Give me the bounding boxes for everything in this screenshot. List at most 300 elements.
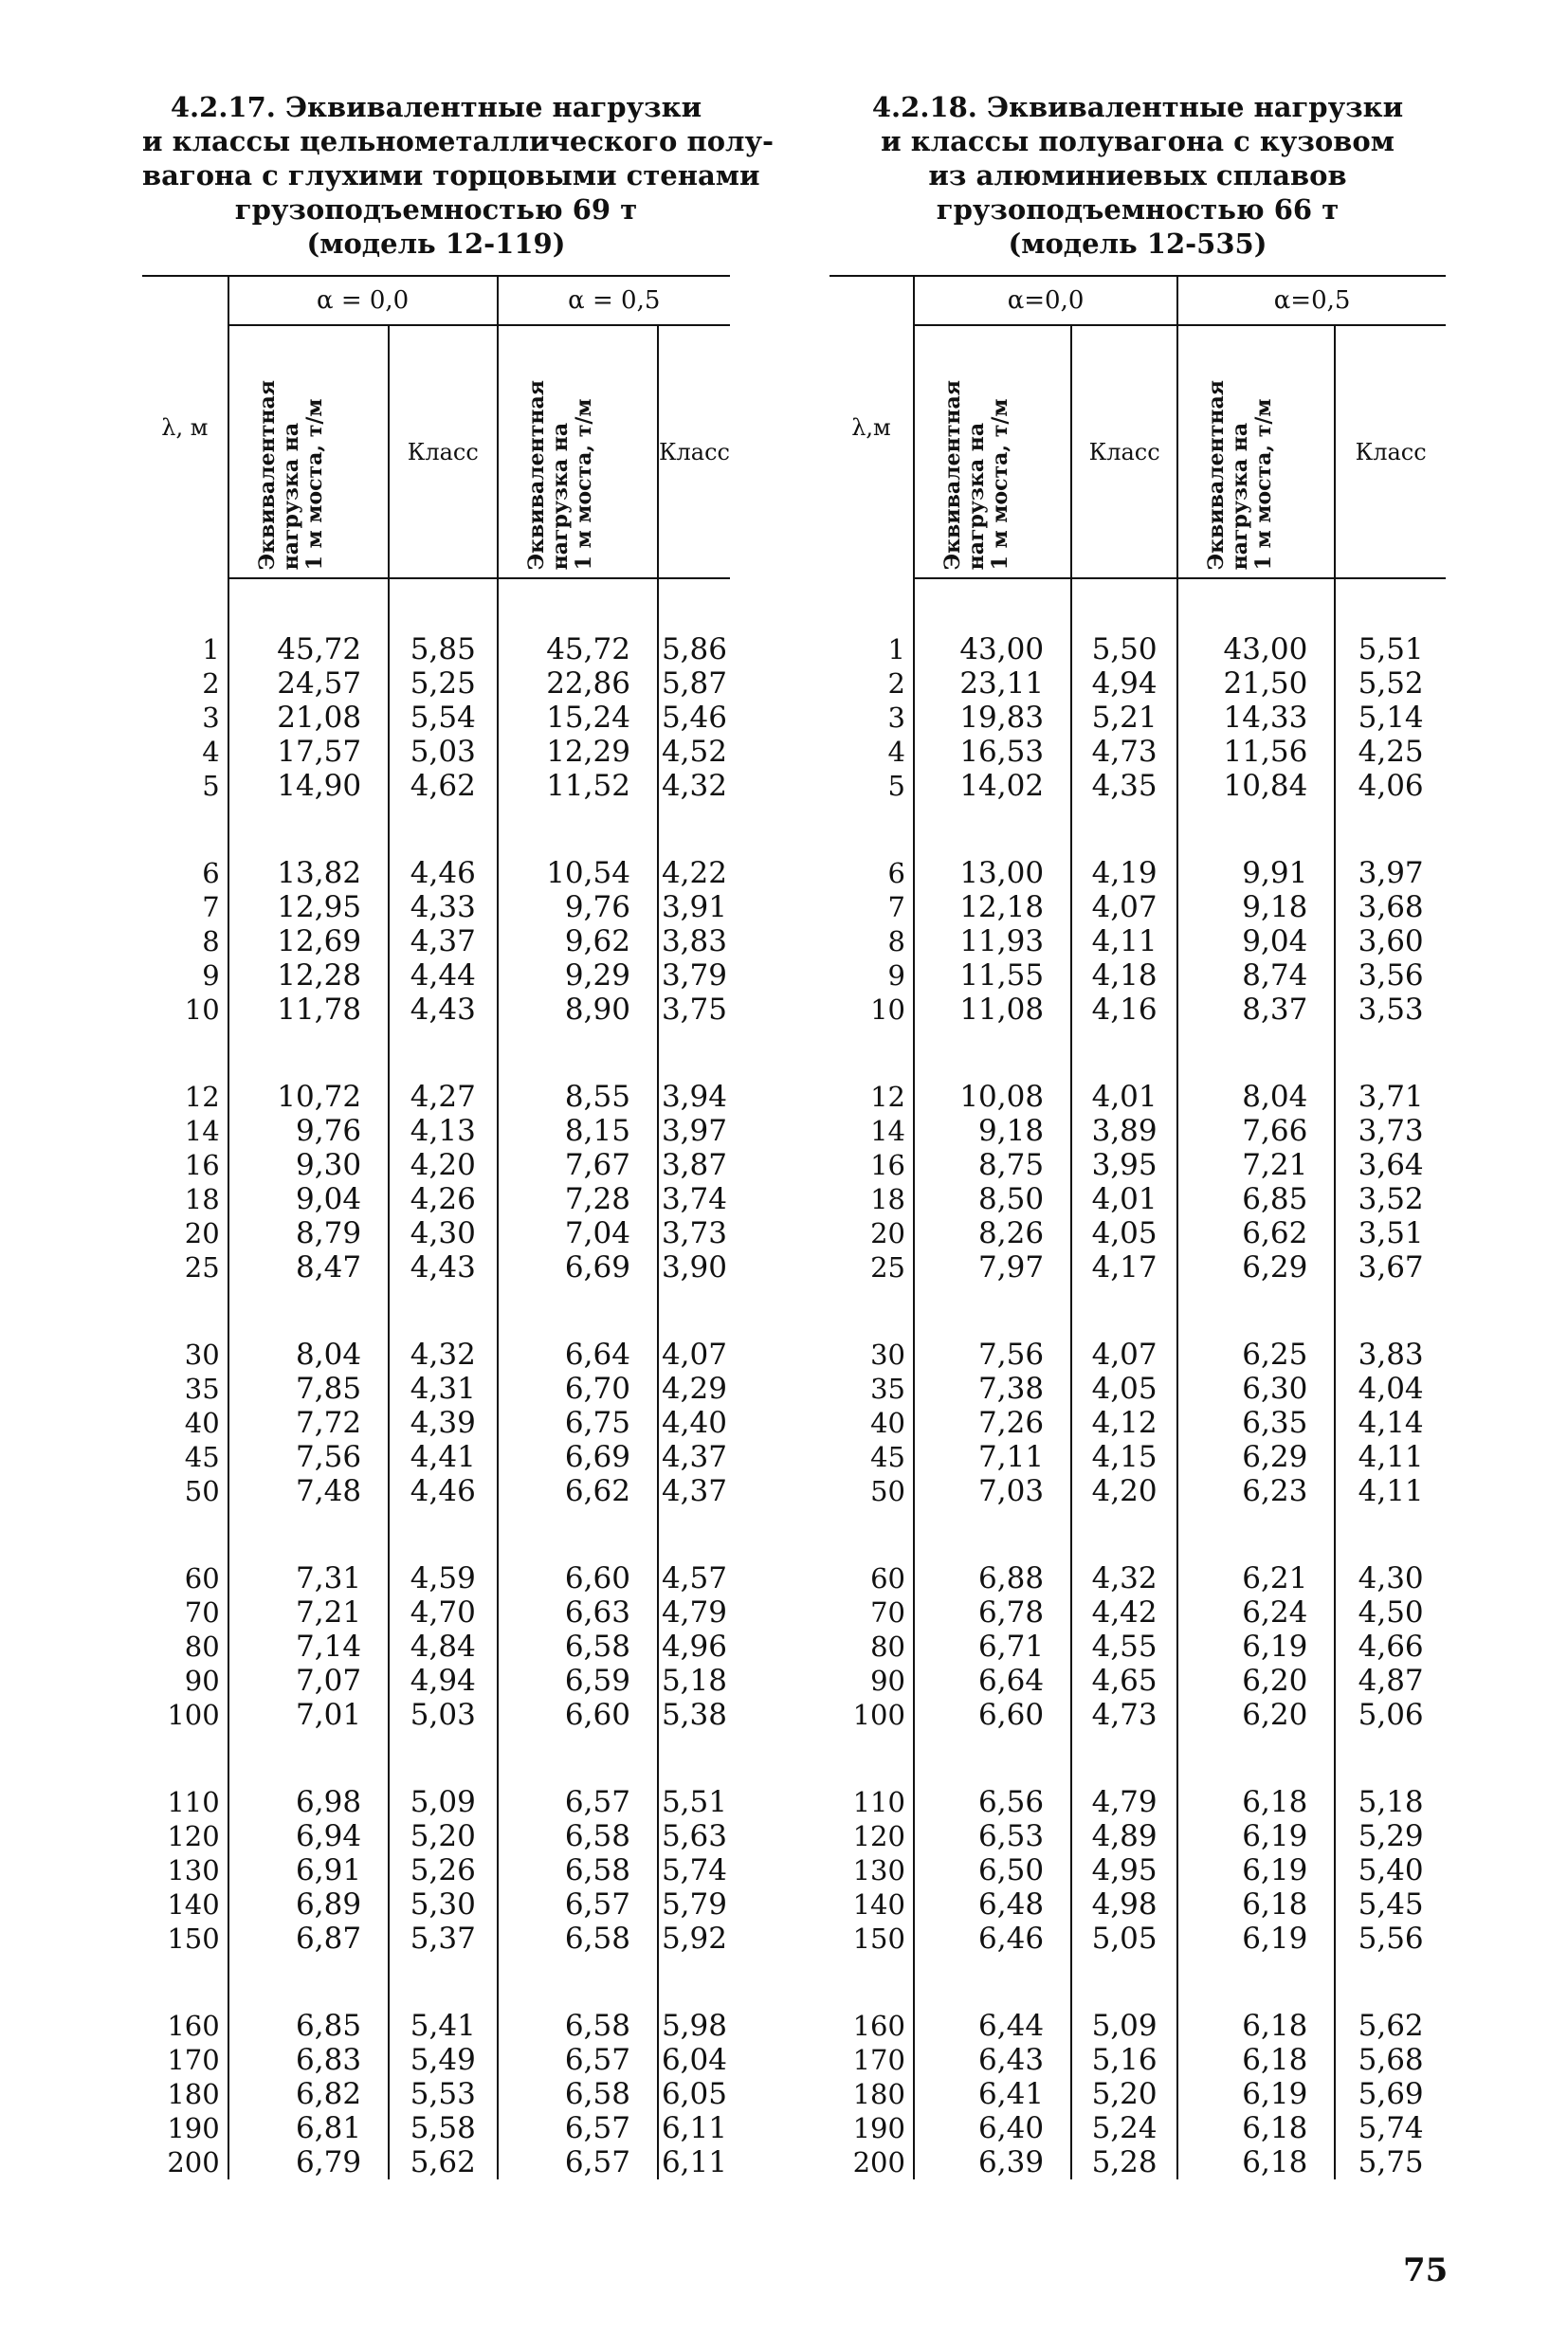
table-row <box>830 632 1446 666</box>
load-a0-cell: 9,30 <box>228 1148 389 1182</box>
class-a05-cell: 5,06 <box>1358 1698 1424 1732</box>
class-a0-cell: 4,17 <box>1071 1250 1177 1285</box>
lambda-cell: 5 <box>830 769 914 803</box>
table-row <box>830 735 1446 769</box>
load-a05-cell: 6,19 <box>1177 2077 1335 2111</box>
class-a0-cell: 5,85 <box>389 632 498 666</box>
load-a0-cell: 7,48 <box>228 1474 389 1508</box>
lambda-header: λ,м <box>830 276 914 578</box>
table-row <box>830 701 1446 735</box>
load-a05-cell: 6,35 <box>1177 1406 1335 1440</box>
lambda-cell: 10 <box>830 993 914 1027</box>
table-row <box>142 1853 730 1887</box>
class-a05-cell: 4,32 <box>661 769 727 803</box>
load-a0-cell: 7,72 <box>228 1406 389 1440</box>
load-a05-cell: 6,60 <box>498 1561 658 1595</box>
table-row <box>830 1216 1446 1250</box>
load-a0-cell: 7,11 <box>914 1440 1071 1474</box>
load-a0-cell: 6,98 <box>228 1785 389 1819</box>
load-a0-cell: 7,38 <box>914 1372 1071 1406</box>
lambda-cell: 35 <box>142 1372 228 1406</box>
lambda-cell: 5 <box>142 769 228 803</box>
load-header-line: 1 м моста, т/м <box>301 398 327 570</box>
left-data-table <box>142 275 730 2179</box>
load-a0-cell: 8,50 <box>914 1182 1071 1216</box>
class-a05-cell: 5,69 <box>1358 2077 1424 2111</box>
class-a05-cell: 6,05 <box>661 2077 727 2111</box>
load-a0-cell: 11,08 <box>914 993 1071 1027</box>
lambda-cell: 170 <box>142 2043 228 2077</box>
table-row <box>142 1698 730 1732</box>
table-row <box>830 1785 1446 1819</box>
table-row <box>830 1338 1446 1372</box>
class-a0-cell: 3,89 <box>1071 1114 1177 1148</box>
class-a05-cell: 5,86 <box>661 632 727 666</box>
class-a0-cell: 5,30 <box>389 1887 498 1922</box>
load-a05-cell: 6,19 <box>1177 1853 1335 1887</box>
load-a0-cell: 12,28 <box>228 958 389 993</box>
table-row <box>830 666 1446 701</box>
lambda-cell: 120 <box>830 1819 914 1853</box>
load-header-line: 1 м моста, т/м <box>1251 398 1277 570</box>
class-a05-cell: 4,14 <box>1358 1406 1424 1440</box>
load-a05-cell: 9,18 <box>1177 890 1335 924</box>
class-a0-cell: 4,30 <box>389 1216 498 1250</box>
load-a05-cell: 6,18 <box>1177 2145 1335 2179</box>
class-a05-cell: 5,29 <box>1358 1819 1424 1853</box>
table-row <box>830 1372 1446 1406</box>
lambda-cell: 1 <box>142 632 228 666</box>
class-a05-cell: 3,97 <box>661 1114 727 1148</box>
class-a05-cell: 3,73 <box>661 1216 727 1250</box>
lambda-cell: 190 <box>142 2111 228 2145</box>
class-a05-cell: 5,18 <box>1358 1785 1424 1819</box>
load-header-line: Эквивалентная <box>1204 379 1230 570</box>
load-a05-cell: 9,29 <box>498 958 658 993</box>
load-a0-cell: 12,18 <box>914 890 1071 924</box>
lambda-cell: 180 <box>830 2077 914 2111</box>
class-a05-cell: 6,04 <box>661 2043 727 2077</box>
class-a05-cell: 4,79 <box>661 1595 727 1630</box>
load-a0-cell: 6,87 <box>228 1922 389 1956</box>
group-spacer <box>830 1285 1446 1338</box>
class-a0-cell: 4,59 <box>389 1561 498 1595</box>
alpha-header-0: α=0,0 <box>914 276 1177 325</box>
class-a0-cell: 5,54 <box>389 701 498 735</box>
class-a05-cell: 4,29 <box>661 1372 727 1406</box>
load-a0-cell: 6,53 <box>914 1819 1071 1853</box>
group-spacer <box>142 1027 730 1080</box>
class-a05-cell: 3,71 <box>1358 1080 1424 1114</box>
class-a0-cell: 4,32 <box>1071 1561 1177 1595</box>
load-a0-cell: 19,83 <box>914 701 1071 735</box>
title-line: вагона с глухими торцовыми стенами <box>142 159 760 191</box>
load-header-line: нагрузка на <box>547 422 573 570</box>
lambda-cell: 9 <box>142 958 228 993</box>
load-a0-cell: 10,72 <box>228 1080 389 1114</box>
table-row <box>142 666 730 701</box>
lambda-cell: 10 <box>142 993 228 1027</box>
load-a0-cell: 6,40 <box>914 2111 1071 2145</box>
table-row <box>142 1338 730 1372</box>
class-a05-cell: 5,74 <box>1358 2111 1424 2145</box>
table-row <box>142 1785 730 1819</box>
load-header-line: нагрузка на <box>963 422 989 570</box>
class-a0-cell: 4,44 <box>389 958 498 993</box>
table-row <box>142 1372 730 1406</box>
table-row <box>142 1887 730 1922</box>
table-row <box>830 1440 1446 1474</box>
class-a0-cell: 4,43 <box>389 993 498 1027</box>
class-a0-cell: 5,03 <box>389 735 498 769</box>
class-a0-cell: 4,46 <box>389 856 498 890</box>
table-row <box>142 1561 730 1595</box>
lambda-cell: 1 <box>830 632 914 666</box>
load-header-line: 1 м моста, т/м <box>571 398 596 570</box>
title-line: и классы полувагона с кузовом <box>881 125 1395 157</box>
load-a0-cell: 16,53 <box>914 735 1071 769</box>
table-row <box>142 1922 730 1956</box>
class-a05-cell: 3,83 <box>1358 1338 1424 1372</box>
class-a0-cell: 4,95 <box>1071 1853 1177 1887</box>
table-row <box>142 1114 730 1148</box>
class-a0-cell: 4,12 <box>1071 1406 1177 1440</box>
load-a05-cell: 11,52 <box>498 769 658 803</box>
class-a05-cell: 5,92 <box>661 1922 727 1956</box>
class-a05-cell: 5,62 <box>1358 2009 1424 2043</box>
load-a05-cell: 6,18 <box>1177 2009 1335 2043</box>
class-a0-cell: 4,73 <box>1071 735 1177 769</box>
lambda-cell: 100 <box>142 1698 228 1732</box>
table-row <box>830 2145 1446 2179</box>
class-a0-cell: 4,15 <box>1071 1440 1177 1474</box>
load-a0-cell: 8,26 <box>914 1216 1071 1250</box>
lambda-cell: 30 <box>142 1338 228 1372</box>
load-a0-cell: 7,01 <box>228 1698 389 1732</box>
load-a0-cell: 11,55 <box>914 958 1071 993</box>
right-data-table <box>830 275 1446 2179</box>
table-row <box>142 769 730 803</box>
load-a05-cell: 7,67 <box>498 1148 658 1182</box>
table-row <box>830 1561 1446 1595</box>
class-a05-cell: 4,30 <box>1358 1561 1424 1595</box>
lambda-cell: 7 <box>142 890 228 924</box>
table-row <box>830 1922 1446 1956</box>
load-a05-cell: 6,69 <box>498 1440 658 1474</box>
load-a05-cell: 6,58 <box>498 1922 658 1956</box>
lambda-cell: 20 <box>142 1216 228 1250</box>
load-a0-cell: 6,41 <box>914 2077 1071 2111</box>
table-row <box>142 856 730 890</box>
lambda-cell: 12 <box>142 1080 228 1114</box>
class-a05-cell: 4,37 <box>661 1474 727 1508</box>
lambda-cell: 110 <box>830 1785 914 1819</box>
lambda-cell: 14 <box>142 1114 228 1148</box>
lambda-cell: 12 <box>830 1080 914 1114</box>
lambda-cell: 30 <box>830 1338 914 1372</box>
table-row <box>830 1887 1446 1922</box>
lambda-cell: 45 <box>142 1440 228 1474</box>
table-row <box>142 1440 730 1474</box>
load-a05-cell: 6,30 <box>1177 1372 1335 1406</box>
lambda-cell: 190 <box>830 2111 914 2145</box>
table-row <box>142 1148 730 1182</box>
lambda-cell: 25 <box>830 1250 914 1285</box>
load-a05-cell: 9,04 <box>1177 924 1335 958</box>
load-a0-cell: 8,79 <box>228 1216 389 1250</box>
load-header <box>228 325 389 578</box>
load-a05-cell: 11,56 <box>1177 735 1335 769</box>
load-a05-cell: 6,18 <box>1177 1785 1335 1819</box>
load-a05-cell: 22,86 <box>498 666 658 701</box>
load-a05-cell: 6,64 <box>498 1338 658 1372</box>
load-a0-cell: 6,89 <box>228 1887 389 1922</box>
class-a0-cell: 5,28 <box>1071 2145 1177 2179</box>
lambda-cell: 160 <box>142 2009 228 2043</box>
table-row <box>142 735 730 769</box>
class-a05-cell: 5,40 <box>1358 1853 1424 1887</box>
table-row <box>830 1080 1446 1114</box>
lambda-cell: 130 <box>142 1853 228 1887</box>
table-row <box>142 958 730 993</box>
lambda-cell: 2 <box>142 666 228 701</box>
lambda-cell: 50 <box>830 1474 914 1508</box>
lambda-cell: 7 <box>830 890 914 924</box>
class-a05-cell: 5,75 <box>1358 2145 1424 2179</box>
load-a05-cell: 6,18 <box>1177 2111 1335 2145</box>
lambda-cell: 20 <box>830 1216 914 1250</box>
load-a05-cell: 12,29 <box>498 735 658 769</box>
load-a05-cell: 6,29 <box>1177 1440 1335 1474</box>
load-a05-cell: 8,37 <box>1177 993 1335 1027</box>
load-a05-cell: 21,50 <box>1177 666 1335 701</box>
lambda-cell: 130 <box>830 1853 914 1887</box>
lambda-cell: 70 <box>142 1595 228 1630</box>
load-a0-cell: 6,48 <box>914 1887 1071 1922</box>
title-line: 4.2.17. Эквивалентные нагрузки <box>170 91 702 123</box>
lambda-cell: 14 <box>830 1114 914 1148</box>
load-a05-cell: 6,58 <box>498 2077 658 2111</box>
group-spacer <box>830 1027 1446 1080</box>
title-line: грузоподъемностью 66 т <box>936 193 1340 226</box>
class-a0-cell: 4,89 <box>1071 1819 1177 1853</box>
lambda-cell: 45 <box>830 1440 914 1474</box>
table-row <box>830 1819 1446 1853</box>
class-a0-cell: 3,95 <box>1071 1148 1177 1182</box>
lambda-cell: 50 <box>142 1474 228 1508</box>
load-a0-cell: 6,43 <box>914 2043 1071 2077</box>
load-a05-cell: 6,57 <box>498 2043 658 2077</box>
class-a05-cell: 5,51 <box>661 1785 727 1819</box>
load-header <box>498 325 658 578</box>
table-row <box>142 924 730 958</box>
class-a05-cell: 3,68 <box>1358 890 1424 924</box>
load-a05-cell: 10,54 <box>498 856 658 890</box>
load-a0-cell: 17,57 <box>228 735 389 769</box>
load-a05-cell: 6,57 <box>498 1785 658 1819</box>
load-a05-cell: 6,18 <box>1177 2043 1335 2077</box>
class-a05-cell: 5,87 <box>661 666 727 701</box>
class-a05-cell: 4,40 <box>661 1406 727 1440</box>
table-row <box>142 2009 730 2043</box>
table-row <box>142 1664 730 1698</box>
class-a05-cell: 3,64 <box>1358 1148 1424 1182</box>
title-line: (модель 12-119) <box>306 228 566 260</box>
load-a05-cell: 6,57 <box>498 2111 658 2145</box>
class-a0-cell: 5,50 <box>1071 632 1177 666</box>
lambda-cell: 150 <box>142 1922 228 1956</box>
load-a0-cell: 7,56 <box>914 1338 1071 1372</box>
lambda-header: λ, м <box>142 276 228 578</box>
load-a05-cell: 6,21 <box>1177 1561 1335 1595</box>
lambda-cell: 8 <box>830 924 914 958</box>
load-a0-cell: 6,85 <box>228 2009 389 2043</box>
class-a05-cell: 3,51 <box>1358 1216 1424 1250</box>
class-a0-cell: 4,20 <box>389 1148 498 1182</box>
load-a05-cell: 9,76 <box>498 890 658 924</box>
class-a05-cell: 6,11 <box>661 2145 727 2179</box>
class-a0-cell: 5,21 <box>1071 701 1177 735</box>
group-spacer <box>830 1956 1446 2009</box>
table-row <box>142 1080 730 1114</box>
load-a0-cell: 7,85 <box>228 1372 389 1406</box>
class-a0-cell: 4,05 <box>1071 1372 1177 1406</box>
load-a0-cell: 7,14 <box>228 1630 389 1664</box>
load-a05-cell: 9,62 <box>498 924 658 958</box>
class-a0-cell: 5,09 <box>1071 2009 1177 2043</box>
load-a05-cell: 7,28 <box>498 1182 658 1216</box>
table-row <box>142 1474 730 1508</box>
class-a0-cell: 5,20 <box>1071 2077 1177 2111</box>
group-spacer <box>830 803 1446 856</box>
class-a0-cell: 4,19 <box>1071 856 1177 890</box>
class-a05-cell: 3,87 <box>661 1148 727 1182</box>
load-a0-cell: 43,00 <box>914 632 1071 666</box>
class-header: Класс <box>389 325 498 578</box>
class-a05-cell: 4,87 <box>1358 1664 1424 1698</box>
class-a0-cell: 5,26 <box>389 1853 498 1887</box>
load-a05-cell: 6,19 <box>1177 1922 1335 1956</box>
lambda-cell: 18 <box>142 1182 228 1216</box>
load-a0-cell: 6,78 <box>914 1595 1071 1630</box>
load-a05-cell: 6,85 <box>1177 1182 1335 1216</box>
class-a0-cell: 4,41 <box>389 1440 498 1474</box>
table-row <box>142 1250 730 1285</box>
load-a05-cell: 6,29 <box>1177 1250 1335 1285</box>
table-row <box>142 2145 730 2179</box>
table-row <box>830 1474 1446 1508</box>
right-table-body <box>830 578 1446 2179</box>
load-a0-cell: 6,44 <box>914 2009 1071 2043</box>
load-header-line: Эквивалентная <box>523 379 549 570</box>
right-table-title <box>830 90 1446 275</box>
load-a0-cell: 9,76 <box>228 1114 389 1148</box>
class-a0-cell: 4,26 <box>389 1182 498 1216</box>
class-a0-cell: 5,16 <box>1071 2043 1177 2077</box>
lambda-cell: 200 <box>142 2145 228 2179</box>
class-a0-cell: 4,05 <box>1071 1216 1177 1250</box>
load-a0-cell: 23,11 <box>914 666 1071 701</box>
group-spacer <box>142 1732 730 1785</box>
load-a0-cell: 13,00 <box>914 856 1071 890</box>
load-a05-cell: 6,19 <box>1177 1630 1335 1664</box>
class-a05-cell: 5,98 <box>661 2009 727 2043</box>
load-header-line: Эквивалентная <box>939 379 965 570</box>
load-a0-cell: 6,60 <box>914 1698 1071 1732</box>
class-a05-cell: 3,60 <box>1358 924 1424 958</box>
class-a05-cell: 3,79 <box>661 958 727 993</box>
table-row <box>830 1698 1446 1732</box>
table-row <box>142 632 730 666</box>
class-a0-cell: 4,98 <box>1071 1887 1177 1922</box>
class-a05-cell: 3,73 <box>1358 1114 1424 1148</box>
load-a05-cell: 6,63 <box>498 1595 658 1630</box>
table-row <box>830 1406 1446 1440</box>
load-a05-cell: 6,57 <box>498 2145 658 2179</box>
class-a05-cell: 3,67 <box>1358 1250 1424 1285</box>
class-a0-cell: 4,94 <box>1071 666 1177 701</box>
class-a05-cell: 4,07 <box>661 1338 727 1372</box>
class-a0-cell: 4,20 <box>1071 1474 1177 1508</box>
load-a05-cell: 6,58 <box>498 1819 658 1853</box>
class-a05-cell: 4,66 <box>1358 1630 1424 1664</box>
group-spacer <box>142 803 730 856</box>
load-a05-cell: 6,62 <box>1177 1216 1335 1250</box>
lambda-cell: 100 <box>830 1698 914 1732</box>
title-line: и классы цельнометаллического полу- <box>142 125 775 157</box>
load-a05-cell: 6,23 <box>1177 1474 1335 1508</box>
lambda-cell: 90 <box>830 1664 914 1698</box>
class-a0-cell: 4,18 <box>1071 958 1177 993</box>
load-a05-cell: 15,24 <box>498 701 658 735</box>
load-a0-cell: 11,78 <box>228 993 389 1027</box>
class-a05-cell: 5,18 <box>661 1664 727 1698</box>
load-a0-cell: 7,56 <box>228 1440 389 1474</box>
load-a05-cell: 9,91 <box>1177 856 1335 890</box>
load-a0-cell: 6,56 <box>914 1785 1071 1819</box>
class-a0-cell: 4,01 <box>1071 1080 1177 1114</box>
lambda-cell: 25 <box>142 1250 228 1285</box>
load-a0-cell: 6,79 <box>228 2145 389 2179</box>
class-a0-cell: 4,62 <box>389 769 498 803</box>
class-a05-cell: 6,11 <box>661 2111 727 2145</box>
class-a0-cell: 4,43 <box>389 1250 498 1285</box>
load-a05-cell: 6,69 <box>498 1250 658 1285</box>
table-row <box>830 1630 1446 1664</box>
load-a05-cell: 8,15 <box>498 1114 658 1148</box>
load-a0-cell: 6,91 <box>228 1853 389 1887</box>
class-a05-cell: 5,51 <box>1358 632 1424 666</box>
table-row <box>830 1114 1446 1148</box>
load-a0-cell: 6,94 <box>228 1819 389 1853</box>
class-a0-cell: 4,13 <box>389 1114 498 1148</box>
load-a0-cell: 6,46 <box>914 1922 1071 1956</box>
table-row <box>142 1595 730 1630</box>
lambda-cell: 3 <box>142 701 228 735</box>
class-a0-cell: 5,24 <box>1071 2111 1177 2145</box>
class-a05-cell: 5,14 <box>1358 701 1424 735</box>
class-a05-cell: 5,52 <box>1358 666 1424 701</box>
load-a0-cell: 8,47 <box>228 1250 389 1285</box>
load-header-line: нагрузка на <box>1228 422 1253 570</box>
group-spacer <box>830 1732 1446 1785</box>
load-a05-cell: 6,25 <box>1177 1338 1335 1372</box>
load-a0-cell: 11,93 <box>914 924 1071 958</box>
table-row <box>142 2043 730 2077</box>
class-a05-cell: 3,75 <box>661 993 727 1027</box>
load-a0-cell: 9,04 <box>228 1182 389 1216</box>
lambda-cell: 16 <box>830 1148 914 1182</box>
